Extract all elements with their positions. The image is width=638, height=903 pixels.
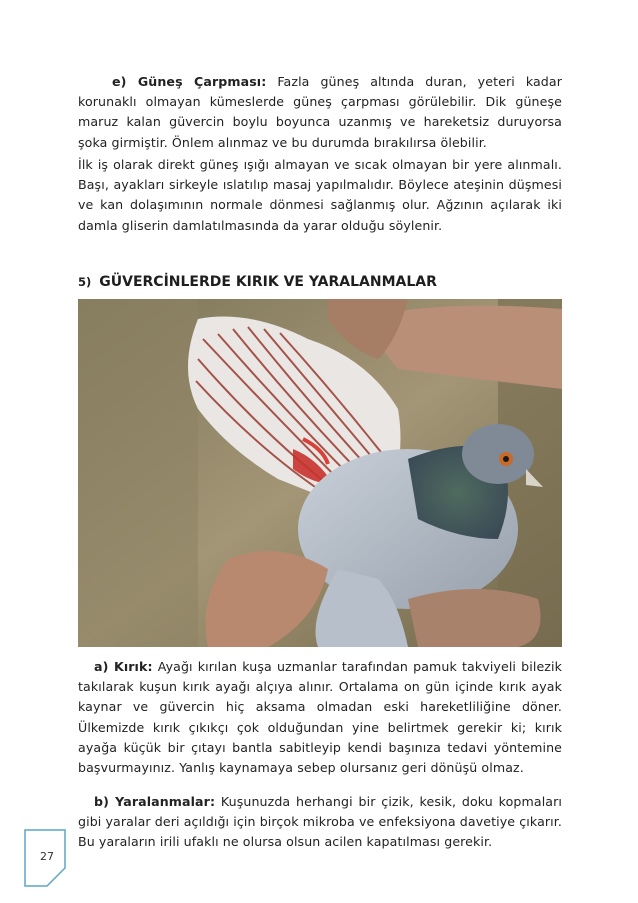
page-number: 27 [40, 850, 54, 863]
page-number-badge [23, 828, 73, 888]
injured-pigeon-photo [78, 299, 562, 647]
wounds-paragraph [78, 792, 562, 853]
sun-stroke-label: e) Güneş Çarpması: [112, 74, 267, 89]
sun-stroke-text: Fazla güneş altında duran, yeteri kadar korunaklı olmayan kümeslerde güneş çarpması görülebilir. Dik güneşe maruz kalan güvercin boylu boyunca uzanmış ve hareketsiz duruyorsa şoka girmiştir. Önlem alınmaz ve bu durumda bırakılırsa ölebilir. [78, 74, 562, 150]
wounds-text: Kuşunuzda herhangi bir çizik, kesik, doku kopmaları gibi yaralar deri açıldığı için birçok mikroba ve enfeksiyona davetiye çıkarır. Bu yaraların irili ufaklı ne olursa olsun acilen kapatılması gerekir. [78, 794, 562, 850]
first-aid-paragraph [78, 155, 562, 236]
fracture-text: Ayağı kırılan kuşa uzmanlar tarafından pamuk takviyeli bilezik takılarak kuşun kırık ayağı alçıya alınır. Ortalama on gün içinde kırık ayak kaynar ve güvercin hiç aksama olmadan eski hareketliliğine döner. Ülkemizde kırık çıkıkçı çok olduğundan yine belirtmek gerekir ki; kırık ayağa küçük bir çıtayı bantla sabitleyip kendi başınıza tedavi yöntemine başvurmayınız. Yanlış kaynamaya sebep olursanız geri dönüşü olmaz. [78, 659, 562, 776]
section-number: 5) [78, 275, 92, 289]
first-aid-text: İlk iş olarak direkt güneş ışığı almayan ve sıcak olmayan bir yere alınmalı. Başı, ayakları sirkeyle ıslatılıp masaj yapılmalıdır. Böylece ateşinin düşmesi ve kan dolaşımının normale dönmesi sağlanmış olur. Ağzının açılarak iki damla gliserin damlatılmasında da yarar olduğu söylenir. [78, 157, 562, 233]
wounds-label: b) Yaralanmalar: [94, 794, 216, 809]
fracture-label: a) Kırık: [94, 659, 153, 674]
section-heading [78, 274, 437, 290]
section-title: GÜVERCİNLERDE KIRIK VE YARALANMALAR [99, 274, 437, 290]
fracture-paragraph [78, 657, 562, 778]
sun-stroke-paragraph [78, 72, 562, 153]
